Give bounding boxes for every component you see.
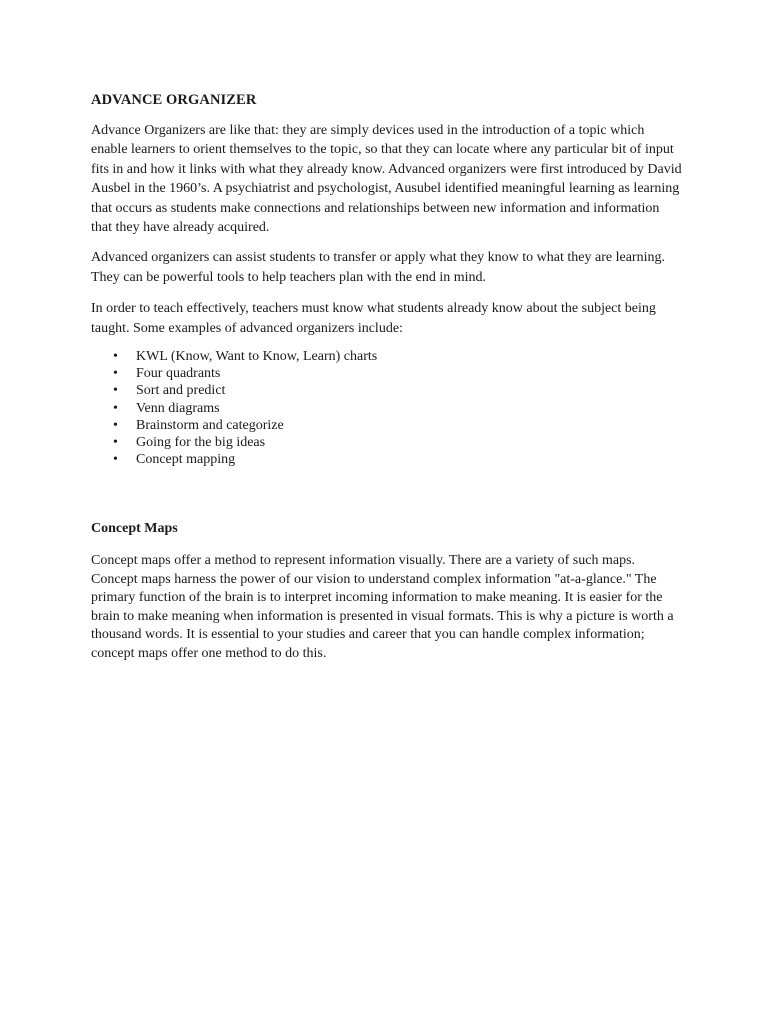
list-item-text: Sort and predict [136,383,226,399]
list-item [91,434,682,451]
list-item-text: KWL (Know, Want to Know, Learn) charts [136,349,378,365]
list-item-text: Concept mapping [136,452,236,468]
bullet-icon: • [113,452,118,468]
section-heading: Concept Maps [91,521,178,537]
examples-intro-paragraph: In order to teach effectively, teachers must know what students already know about the subject being taught. Some examples of advanced organizers include: [91,301,656,336]
bullet-icon: • [113,417,118,433]
concept-maps-paragraph: Concept maps offer a method to represent information visually. There are a variety of such maps. Concept maps harness the power of our vision to understand complex information "at-a-glance." The primary function of the brain is to interpret incoming information to make meaning. It is easier for the brain to make meaning when information is presented in visual formats. This is why a picture is worth a thousand words. It is essential to your studies and career that you can handle complex information; concept maps offer one method to do this. [91,553,674,661]
bullet-icon: • [113,349,118,365]
bullet-icon: • [113,366,118,382]
list-item [91,451,682,468]
list-item [91,348,682,365]
intro-paragraph: Advance Organizers are like that: they are simply devices used in the introduction of a topic which enable learners to orient themselves to the topic, so that they can locate where any particular bit of input fits in and how it links with what they already know. Advanced organizers were first introduced by David Ausbel in the 1960’s. A psychiatrist and psychologist, Ausubel identified meaningful learning as learning that occurs as students make connections and relationships between new information and information that they have already acquired. [91,123,682,236]
list-item [91,365,682,382]
bullet-icon: • [113,400,118,416]
list-item-text: Venn diagrams [136,400,220,416]
document-title: ADVANCE ORGANIZER [91,92,257,108]
list-item [91,400,682,417]
bullet-icon: • [113,435,118,451]
list-item [91,382,682,399]
examples-list [91,348,682,468]
list-item-text: Brainstorm and categorize [136,417,284,433]
transfer-paragraph: Advanced organizers can assist students to transfer or apply what they know to what they are learning. They can be powerful tools to help teachers plan with the end in mind. [91,250,665,285]
list-item-text: Going for the big ideas [136,435,266,451]
list-item-text: Four quadrants [136,366,221,382]
bullet-icon: • [113,383,118,399]
list-item [91,417,682,434]
